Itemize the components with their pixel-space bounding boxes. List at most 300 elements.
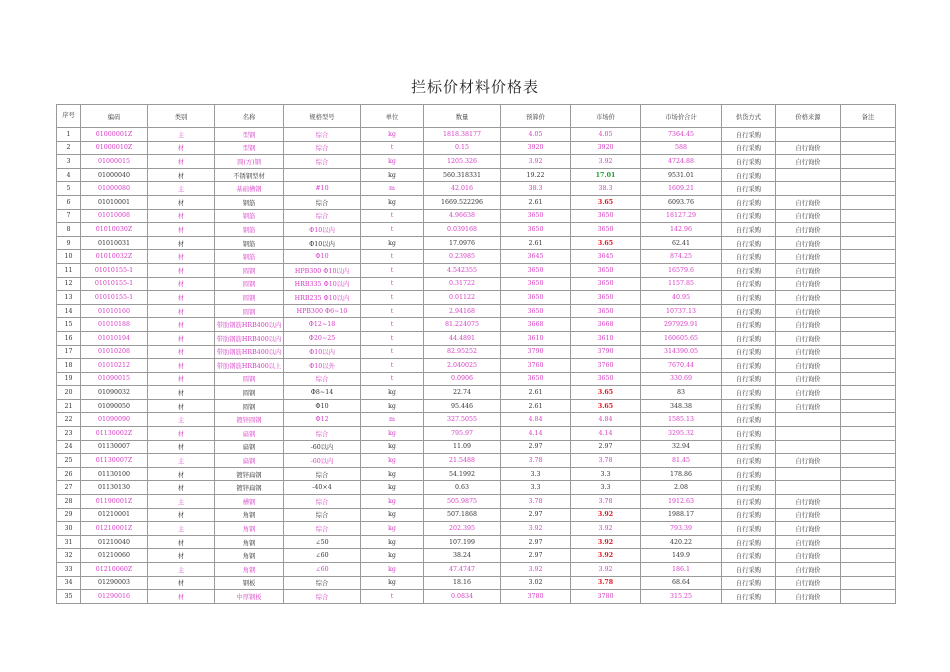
cell-quantity: 42.016: [424, 182, 501, 196]
cell-market-total: 16579.6: [641, 263, 722, 277]
cell-price-source: [776, 182, 841, 196]
cell-no: 30: [57, 522, 81, 536]
cell-spec: HRB235 Φ10以内: [284, 291, 361, 305]
cell-category: 材: [148, 168, 215, 182]
cell-unit: kg: [361, 128, 424, 142]
table-row: [57, 508, 896, 522]
cell-supply-method: 自行采购: [722, 413, 776, 427]
cell-code: 01010188: [81, 318, 148, 332]
cell-unit: kg: [361, 195, 424, 209]
cell-market-price: 3650: [571, 223, 641, 237]
cell-category: 材: [148, 372, 215, 386]
cell-price-source: 自行询价: [776, 535, 841, 549]
table-row: [57, 399, 896, 413]
cell-price-source: 自行询价: [776, 522, 841, 536]
cell-name: 镀锌扁钢: [215, 481, 284, 495]
cell-market-total: 793.39: [641, 522, 722, 536]
cell-remark: [841, 345, 896, 359]
table-row: [57, 263, 896, 277]
cell-quantity: 0.63: [424, 481, 501, 495]
cell-market-price: 2.97: [571, 440, 641, 454]
cell-unit: kg: [361, 495, 424, 509]
cell-budget-price: 3.78: [501, 454, 571, 468]
cell-market-price: 3650: [571, 209, 641, 223]
cell-market-price: 3.78: [571, 576, 641, 590]
cell-spec: Φ10: [284, 399, 361, 413]
cell-unit: t: [361, 345, 424, 359]
cell-market-total: 18127.29: [641, 209, 722, 223]
cell-spec: 综合: [284, 495, 361, 509]
cell-quantity: 202.395: [424, 522, 501, 536]
cell-budget-price: 3.92: [501, 155, 571, 169]
cell-no: 14: [57, 304, 81, 318]
cell-name: 角钢: [215, 549, 284, 563]
cell-code: 01210060: [81, 549, 148, 563]
cell-market-price: 3650: [571, 372, 641, 386]
cell-spec: -60以内: [284, 454, 361, 468]
cell-no: 24: [57, 440, 81, 454]
cell-code: 01010032Z: [81, 250, 148, 264]
cell-category: 主: [148, 182, 215, 196]
cell-market-total: 32.94: [641, 440, 722, 454]
header-cell: 供货方式: [722, 105, 776, 128]
cell-no: 33: [57, 563, 81, 577]
cell-code: 01010155-1: [81, 277, 148, 291]
cell-budget-price: 2.97: [501, 440, 571, 454]
cell-category: 主: [148, 413, 215, 427]
cell-market-total: 4724.88: [641, 155, 722, 169]
cell-category: 材: [148, 386, 215, 400]
table-row: [57, 359, 896, 373]
cell-supply-method: 自行采购: [722, 195, 776, 209]
cell-budget-price: 2.61: [501, 236, 571, 250]
cell-quantity: 0.0834: [424, 590, 501, 604]
cell-code: 01010155-1: [81, 291, 148, 305]
table-row: [57, 427, 896, 441]
cell-name: 角钢: [215, 535, 284, 549]
cell-spec: Φ10以内: [284, 345, 361, 359]
cell-market-price: 3.92: [571, 508, 641, 522]
cell-quantity: 95.446: [424, 399, 501, 413]
cell-unit: kg: [361, 440, 424, 454]
cell-no: 3: [57, 155, 81, 169]
cell-name: 带肋钢筋HRB400以内: [215, 345, 284, 359]
cell-code: 01130007: [81, 440, 148, 454]
header-cell: 数量: [424, 105, 501, 128]
cell-market-total: 1585.13: [641, 413, 722, 427]
cell-remark: [841, 141, 896, 155]
cell-name: 钢筋: [215, 195, 284, 209]
cell-name: 角钢: [215, 508, 284, 522]
cell-budget-price: 2.61: [501, 195, 571, 209]
cell-spec: Φ10: [284, 250, 361, 264]
cell-market-total: 297929.91: [641, 318, 722, 332]
cell-remark: [841, 535, 896, 549]
cell-quantity: 1669.522296: [424, 195, 501, 209]
cell-market-price: 3650: [571, 263, 641, 277]
cell-price-source: 自行询价: [776, 399, 841, 413]
cell-budget-price: 3760: [501, 359, 571, 373]
cell-quantity: 1205.326: [424, 155, 501, 169]
cell-budget-price: 3.78: [501, 495, 571, 509]
cell-spec: Φ10以内: [284, 223, 361, 237]
cell-name: 角钢: [215, 522, 284, 536]
cell-budget-price: 19.22: [501, 168, 571, 182]
table-row: [57, 223, 896, 237]
cell-quantity: 17.0976: [424, 236, 501, 250]
cell-unit: t: [361, 209, 424, 223]
cell-supply-method: 自行采购: [722, 481, 776, 495]
cell-quantity: 0.31722: [424, 277, 501, 291]
material-price-table: [56, 104, 896, 604]
cell-code: 01010031: [81, 236, 148, 250]
table-row: [57, 590, 896, 604]
cell-code: 01090090: [81, 413, 148, 427]
cell-no: 12: [57, 277, 81, 291]
cell-remark: [841, 168, 896, 182]
cell-unit: kg: [361, 399, 424, 413]
cell-category: 材: [148, 141, 215, 155]
cell-no: 18: [57, 359, 81, 373]
cell-price-source: 自行询价: [776, 250, 841, 264]
cell-spec: 综合: [284, 522, 361, 536]
cell-supply-method: 自行采购: [722, 508, 776, 522]
cell-market-total: 874.25: [641, 250, 722, 264]
cell-price-source: 自行询价: [776, 304, 841, 318]
header-cell: 单位: [361, 105, 424, 128]
cell-price-source: 自行询价: [776, 454, 841, 468]
cell-price-source: 自行询价: [776, 277, 841, 291]
cell-unit: t: [361, 250, 424, 264]
cell-code: 01000080: [81, 182, 148, 196]
cell-name: 镀锌圆钢: [215, 413, 284, 427]
table-row: [57, 413, 896, 427]
cell-name: 型钢: [215, 128, 284, 142]
cell-name: 带肋钢筋HRB400以内: [215, 331, 284, 345]
cell-code: 01210001Z: [81, 522, 148, 536]
table-row: [57, 318, 896, 332]
cell-supply-method: 自行采购: [722, 440, 776, 454]
cell-code: 01130130: [81, 481, 148, 495]
table-row: [57, 277, 896, 291]
cell-quantity: 54.1992: [424, 467, 501, 481]
cell-remark: [841, 576, 896, 590]
cell-market-price: 3650: [571, 277, 641, 291]
cell-code: 01010194: [81, 331, 148, 345]
cell-code: 01210040: [81, 535, 148, 549]
cell-no: 31: [57, 535, 81, 549]
cell-name: 中厚钢板: [215, 590, 284, 604]
cell-market-total: 149.9: [641, 549, 722, 563]
cell-spec: [284, 168, 361, 182]
cell-market-total: 81.45: [641, 454, 722, 468]
cell-remark: [841, 413, 896, 427]
cell-supply-method: 自行采购: [722, 495, 776, 509]
cell-supply-method: 自行采购: [722, 277, 776, 291]
cell-quantity: 2.94168: [424, 304, 501, 318]
cell-price-source: 自行询价: [776, 331, 841, 345]
cell-spec: Φ10以内: [284, 236, 361, 250]
cell-spec: ∠60: [284, 563, 361, 577]
cell-supply-method: 自行采购: [722, 427, 776, 441]
cell-category: 主: [148, 454, 215, 468]
cell-market-total: 7670.44: [641, 359, 722, 373]
cell-supply-method: 自行采购: [722, 454, 776, 468]
cell-name: 钢筋: [215, 236, 284, 250]
cell-no: 2: [57, 141, 81, 155]
cell-unit: kg: [361, 563, 424, 577]
cell-remark: [841, 155, 896, 169]
cell-spec: HRB335 Φ10以内: [284, 277, 361, 291]
cell-unit: kg: [361, 508, 424, 522]
cell-spec: ∠50: [284, 535, 361, 549]
cell-category: 材: [148, 535, 215, 549]
table-row: [57, 195, 896, 209]
table-row: [57, 454, 896, 468]
cell-market-price: 3650: [571, 304, 641, 318]
cell-budget-price: 3650: [501, 209, 571, 223]
cell-unit: m: [361, 182, 424, 196]
cell-spec: 综合: [284, 427, 361, 441]
cell-unit: kg: [361, 155, 424, 169]
table-row: [57, 155, 896, 169]
cell-price-source: 自行询价: [776, 291, 841, 305]
cell-unit: kg: [361, 427, 424, 441]
cell-market-total: 3295.32: [641, 427, 722, 441]
cell-no: 20: [57, 386, 81, 400]
table-row: [57, 535, 896, 549]
cell-name: 扁钢: [215, 427, 284, 441]
cell-unit: t: [361, 359, 424, 373]
cell-unit: t: [361, 590, 424, 604]
cell-quantity: 11.09: [424, 440, 501, 454]
cell-code: 01130007Z: [81, 454, 148, 468]
cell-market-price: 17.01: [571, 168, 641, 182]
cell-price-source: 自行询价: [776, 508, 841, 522]
cell-code: 01210001: [81, 508, 148, 522]
cell-market-total: 7364.45: [641, 128, 722, 142]
cell-name: 钢筋: [215, 250, 284, 264]
cell-spec: 综合: [284, 467, 361, 481]
table-row: [57, 128, 896, 142]
cell-unit: t: [361, 372, 424, 386]
cell-code: 01010212: [81, 359, 148, 373]
cell-market-total: 1912.63: [641, 495, 722, 509]
cell-remark: [841, 481, 896, 495]
cell-name: 圆(方)钢: [215, 155, 284, 169]
cell-budget-price: 2.97: [501, 508, 571, 522]
cell-name: 镀锌扁钢: [215, 467, 284, 481]
cell-supply-method: 自行采购: [722, 263, 776, 277]
cell-remark: [841, 277, 896, 291]
cell-name: 圆钢: [215, 277, 284, 291]
cell-price-source: [776, 427, 841, 441]
cell-no: 13: [57, 291, 81, 305]
cell-market-price: 38.3: [571, 182, 641, 196]
cell-budget-price: 3668: [501, 318, 571, 332]
cell-price-source: 自行询价: [776, 195, 841, 209]
cell-market-total: 348.38: [641, 399, 722, 413]
cell-quantity: 505.9875: [424, 495, 501, 509]
cell-remark: [841, 304, 896, 318]
cell-market-total: 314390.05: [641, 345, 722, 359]
cell-quantity: 107.199: [424, 535, 501, 549]
cell-remark: [841, 250, 896, 264]
table-row: [57, 141, 896, 155]
cell-code: 01000010Z: [81, 141, 148, 155]
table-row: [57, 331, 896, 345]
cell-remark: [841, 454, 896, 468]
cell-budget-price: 3610: [501, 331, 571, 345]
table-row: [57, 304, 896, 318]
cell-remark: [841, 467, 896, 481]
cell-price-source: 自行询价: [776, 263, 841, 277]
cell-budget-price: 3.92: [501, 563, 571, 577]
cell-budget-price: 3.02: [501, 576, 571, 590]
cell-budget-price: 2.97: [501, 549, 571, 563]
cell-supply-method: 自行采购: [722, 549, 776, 563]
cell-price-source: 自行询价: [776, 386, 841, 400]
cell-no: 15: [57, 318, 81, 332]
cell-name: 钢筋: [215, 223, 284, 237]
cell-supply-method: 自行采购: [722, 291, 776, 305]
cell-supply-method: 自行采购: [722, 331, 776, 345]
cell-market-total: 588: [641, 141, 722, 155]
cell-quantity: 795.97: [424, 427, 501, 441]
table-row: [57, 372, 896, 386]
cell-code: 01010208: [81, 345, 148, 359]
cell-unit: kg: [361, 168, 424, 182]
cell-name: 带肋钢筋HRB400以内: [215, 318, 284, 332]
cell-market-price: 3760: [571, 359, 641, 373]
cell-market-total: 315.25: [641, 590, 722, 604]
table-row: [57, 481, 896, 495]
cell-budget-price: 4.84: [501, 413, 571, 427]
cell-name: 圆钢: [215, 263, 284, 277]
cell-supply-method: 自行采购: [722, 223, 776, 237]
cell-quantity: 21.5488: [424, 454, 501, 468]
cell-no: 29: [57, 508, 81, 522]
cell-budget-price: 3650: [501, 304, 571, 318]
cell-unit: kg: [361, 454, 424, 468]
table-row: [57, 440, 896, 454]
cell-market-total: 9531.01: [641, 168, 722, 182]
cell-category: 材: [148, 549, 215, 563]
cell-category: 材: [148, 440, 215, 454]
cell-quantity: 0.01122: [424, 291, 501, 305]
cell-category: 主: [148, 128, 215, 142]
cell-supply-method: 自行采购: [722, 359, 776, 373]
table-row: [57, 182, 896, 196]
cell-spec: HPB300 Φ6~10: [284, 304, 361, 318]
cell-market-price: 3780: [571, 590, 641, 604]
cell-category: 材: [148, 399, 215, 413]
cell-supply-method: 自行采购: [722, 590, 776, 604]
cell-remark: [841, 195, 896, 209]
cell-no: 6: [57, 195, 81, 209]
cell-category: 材: [148, 155, 215, 169]
cell-name: 圆钢: [215, 399, 284, 413]
cell-remark: [841, 263, 896, 277]
header-cell: 序号: [57, 105, 81, 128]
cell-no: 5: [57, 182, 81, 196]
cell-market-total: 178.86: [641, 467, 722, 481]
table-row: [57, 563, 896, 577]
cell-market-total: 83: [641, 386, 722, 400]
cell-name: 钢板: [215, 576, 284, 590]
cell-quantity: 0.15: [424, 141, 501, 155]
cell-spec: 综合: [284, 590, 361, 604]
cell-market-price: 3668: [571, 318, 641, 332]
cell-name: 扁钢: [215, 440, 284, 454]
cell-budget-price: 3.3: [501, 467, 571, 481]
cell-spec: -40×4: [284, 481, 361, 495]
header-cell: 预算价: [501, 105, 571, 128]
cell-category: 材: [148, 331, 215, 345]
cell-price-source: 自行询价: [776, 236, 841, 250]
cell-no: 27: [57, 481, 81, 495]
cell-no: 1: [57, 128, 81, 142]
cell-market-price: 4.05: [571, 128, 641, 142]
table-row: [57, 236, 896, 250]
table-row: [57, 495, 896, 509]
cell-category: 材: [148, 223, 215, 237]
cell-unit: t: [361, 223, 424, 237]
cell-market-price: 3.78: [571, 454, 641, 468]
cell-remark: [841, 549, 896, 563]
cell-no: 35: [57, 590, 81, 604]
cell-market-total: 68.64: [641, 576, 722, 590]
cell-quantity: 1818.38177: [424, 128, 501, 142]
cell-category: 材: [148, 263, 215, 277]
cell-market-price: 3.92: [571, 155, 641, 169]
cell-price-source: [776, 168, 841, 182]
cell-supply-method: 自行采购: [722, 155, 776, 169]
cell-budget-price: 3650: [501, 372, 571, 386]
cell-category: 材: [148, 359, 215, 373]
cell-name: 扁钢: [215, 454, 284, 468]
cell-category: 材: [148, 209, 215, 223]
cell-unit: t: [361, 291, 424, 305]
cell-spec: HPB300 Φ10以内: [284, 263, 361, 277]
cell-price-source: 自行询价: [776, 223, 841, 237]
cell-budget-price: 2.61: [501, 386, 571, 400]
cell-market-price: 4.84: [571, 413, 641, 427]
cell-remark: [841, 386, 896, 400]
cell-unit: t: [361, 304, 424, 318]
cell-supply-method: 自行采购: [722, 399, 776, 413]
cell-remark: [841, 331, 896, 345]
cell-category: 材: [148, 345, 215, 359]
cell-no: 23: [57, 427, 81, 441]
cell-remark: [841, 590, 896, 604]
header-cell: 规格型号: [284, 105, 361, 128]
cell-remark: [841, 427, 896, 441]
cell-no: 32: [57, 549, 81, 563]
cell-unit: kg: [361, 386, 424, 400]
cell-spec: Φ10以外: [284, 359, 361, 373]
cell-no: 8: [57, 223, 81, 237]
cell-quantity: 44.4891: [424, 331, 501, 345]
cell-unit: kg: [361, 236, 424, 250]
cell-market-price: 3790: [571, 345, 641, 359]
cell-market-price: 3.65: [571, 195, 641, 209]
cell-quantity: 47.4747: [424, 563, 501, 577]
table-row: [57, 522, 896, 536]
cell-market-price: 3.65: [571, 399, 641, 413]
cell-spec: 综合: [284, 372, 361, 386]
cell-price-source: [776, 128, 841, 142]
